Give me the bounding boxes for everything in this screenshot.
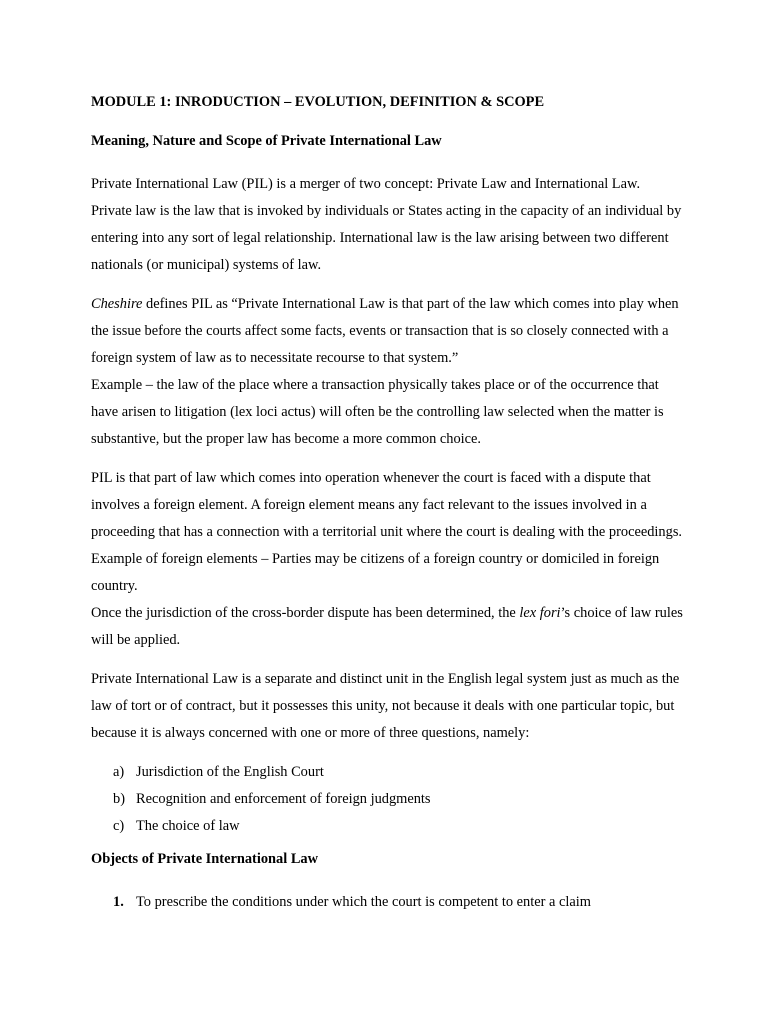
list-marker: 1.: [113, 894, 124, 910]
list-item: [113, 759, 683, 786]
list-item-text: Jurisdiction of the English Court: [136, 764, 324, 780]
module-title: MODULE 1: INRODUCTION – EVOLUTION, DEFINITION & SCOPE: [91, 94, 545, 110]
paragraph-separate-unit: Private International Law is a separate and distinct unit in the English legal system just as much as the law of tort or of contract, but it possesses this unity, not because it deals with one particular topic, but because it is always concerned with one or more of three questions, namely:: [91, 671, 680, 741]
paragraph-lex-fori: [91, 600, 683, 654]
objects-list: [91, 889, 683, 916]
lex-fori-italic: lex fori: [519, 605, 561, 621]
list-item-text: Recognition and enforcement of foreign judgments: [136, 791, 431, 807]
paragraph-cheshire-definition: [91, 291, 683, 372]
list-item: [113, 813, 683, 840]
paragraph-lex-loci-example: Example – the law of the place where a transaction physically takes place or of the occurrence that have arisen to litigation (lex loci actus) will often be the controlling law selected when the matter is substantive, but the proper law has become a more common choice.: [91, 377, 664, 447]
lex-fori-before: Once the jurisdiction of the cross-border dispute has been determined, the: [91, 605, 520, 621]
three-questions-list: [91, 759, 683, 840]
list-item-text: To prescribe the conditions under which the court is competent to enter a claim: [136, 894, 591, 910]
cheshire-definition-text: defines PIL as “Private International Law is that part of the law which comes into play when the issue before the courts affect some facts, events or transaction that is so closely connected with a foreign system of law as to necessitate recourse to that system.”: [91, 296, 679, 366]
paragraph-pil-merger: Private International Law (PIL) is a merger of two concept: Private Law and International Law. Private law is the law that is invoked by individuals or States acting in the capacity of an individual by entering into any sort of legal relationship. International law is the law arising between two different nationals (or municipal) systems of law.: [91, 176, 682, 273]
lex-fori-after: ’s choice of law rules will be applied.: [91, 605, 683, 648]
paragraph-foreign-element: PIL is that part of law which comes into operation whenever the court is faced with a dispute that involves a foreign element. A foreign element means any fact relevant to the issues involved in a proceeding that has a connection with a territorial unit where the court is dealing with the proceedings. Example of foreign elements – Parties may be citizens of a foreign country or domiciled in foreign country.: [91, 470, 683, 594]
section-heading-objects: Objects of Private International Law: [91, 851, 319, 867]
section-heading-meaning: Meaning, Nature and Scope of Private International Law: [91, 133, 442, 149]
document-page: [91, 93, 683, 916]
list-item-text: The choice of law: [136, 818, 240, 834]
list-marker: c): [113, 818, 125, 834]
list-marker: a): [113, 764, 125, 780]
list-item: [113, 889, 683, 916]
list-item: [113, 786, 683, 813]
cheshire-italic: Cheshire: [91, 296, 143, 312]
list-marker: b): [113, 791, 125, 807]
